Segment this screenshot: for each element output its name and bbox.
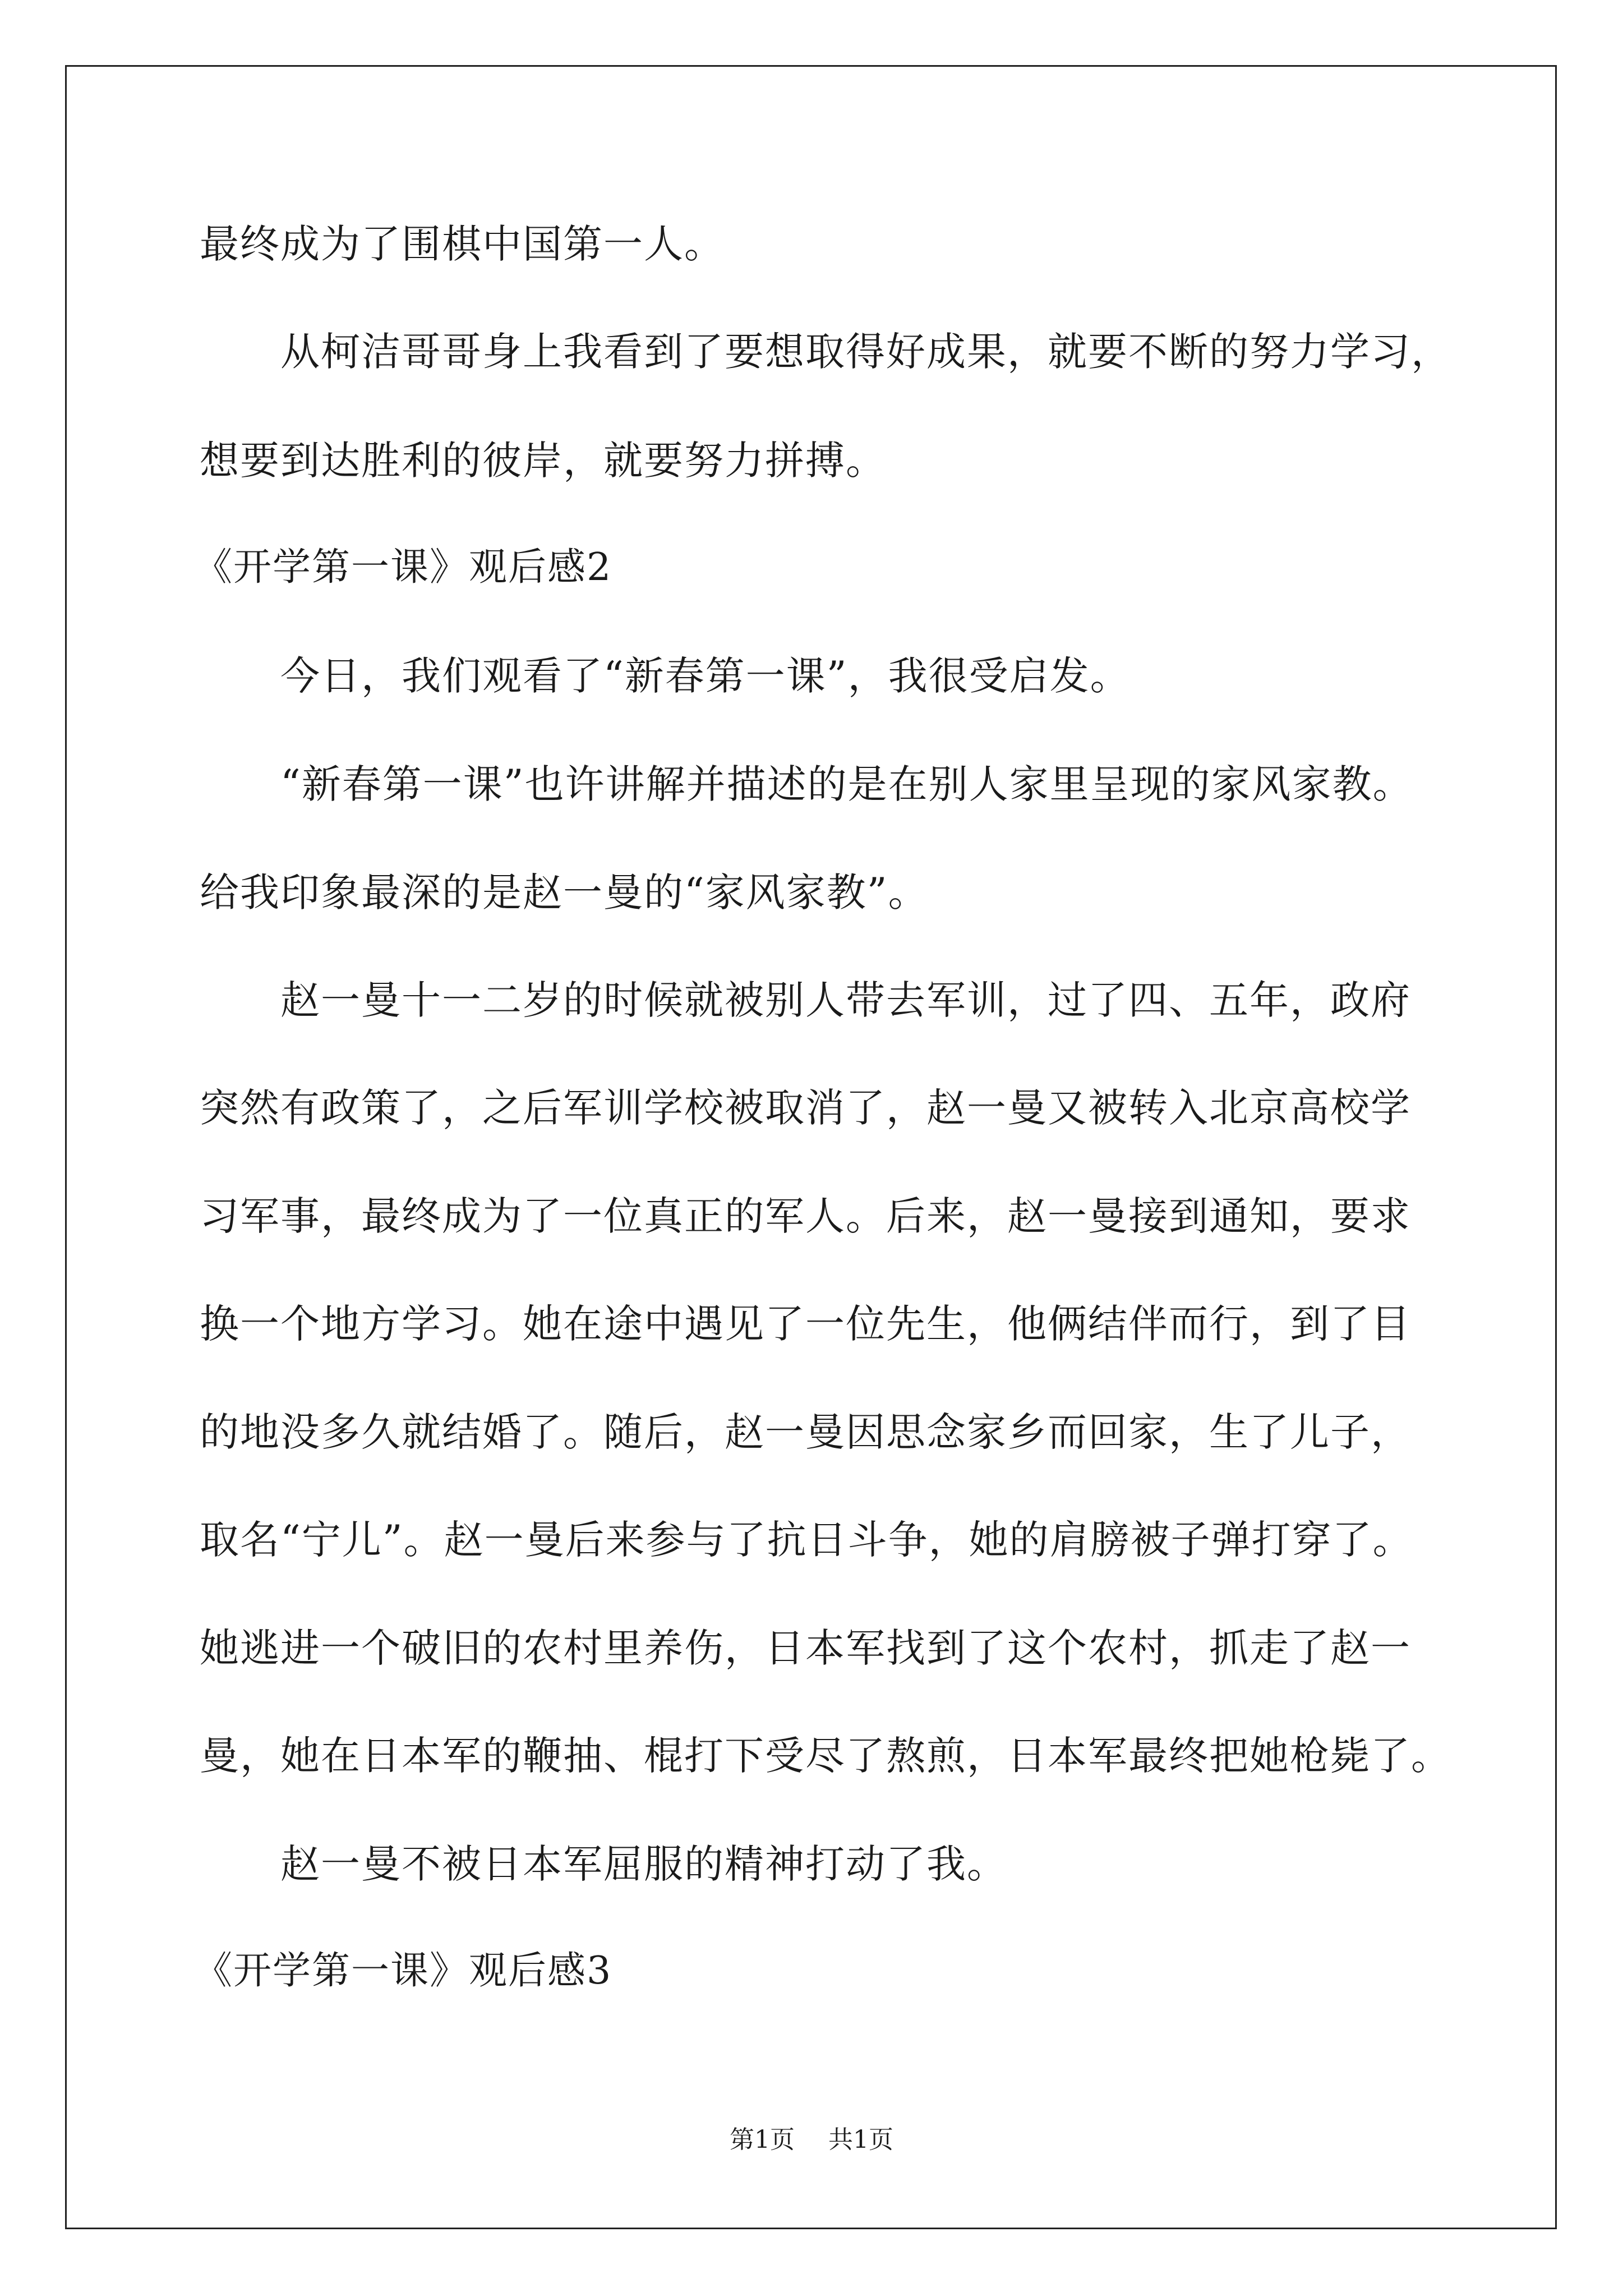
page-total: 共1页: [828, 2125, 893, 2154]
body-line-3: 想要到达胜利的彼岸，就要努力拼搏。: [200, 438, 886, 484]
page-footer: [0, 2125, 1623, 2154]
body-line-12: 的地没多久就结婚了。随后，赵一曼因思念家乡而回家，生了儿子，: [200, 1409, 1411, 1455]
body-line-15: 曼，她在日本军的鞭抽、棍打下受尽了熬煎，日本军最终把她枪毙了。: [200, 1733, 1451, 1779]
body-line-6: “新春第一课”也许讲解并描述的是在别人家里呈现的家风家教。: [280, 761, 1413, 807]
body-line-16: 赵一曼不被日本军屈服的精神打动了我。: [280, 1841, 1007, 1887]
body-line-9: 突然有政策了，之后军训学校被取消了，赵一曼又被转入北京高校学: [200, 1085, 1411, 1131]
body-line-5: 今日，我们观看了“新春第一课”，我很受启发。: [280, 653, 1131, 699]
section-heading-2: 《开学第一课》观后感2: [194, 545, 612, 590]
body-line-13: 取名“宁儿”。赵一曼后来参与了抗日斗争，她的肩膀被子弹打穿了。: [200, 1517, 1413, 1563]
body-line-1: 最终成为了围棋中国第一人。: [200, 221, 725, 267]
body-line-14: 她逃进一个破旧的农村里养伤，日本军找到了这个农村，抓走了赵一: [200, 1625, 1411, 1671]
body-line-7: 给我印象最深的是赵一曼的“家风家教”。: [200, 869, 929, 915]
body-line-11: 换一个地方学习。她在途中遇见了一位先生，他俩结伴而行，到了目: [200, 1301, 1411, 1347]
body-line-8: 赵一曼十一二岁的时候就被别人带去军训，过了四、五年，政府: [280, 977, 1411, 1023]
page-border: [65, 65, 1557, 2229]
body-line-2: 从柯洁哥哥身上我看到了要想取得好成果，就要不断的努力学习，: [280, 329, 1451, 375]
body-line-10: 习军事，最终成为了一位真正的军人。后来，赵一曼接到通知，要求: [200, 1193, 1411, 1239]
section-heading-3: 《开学第一课》观后感3: [194, 1949, 612, 1993]
page-number: 第1页: [730, 2125, 795, 2154]
